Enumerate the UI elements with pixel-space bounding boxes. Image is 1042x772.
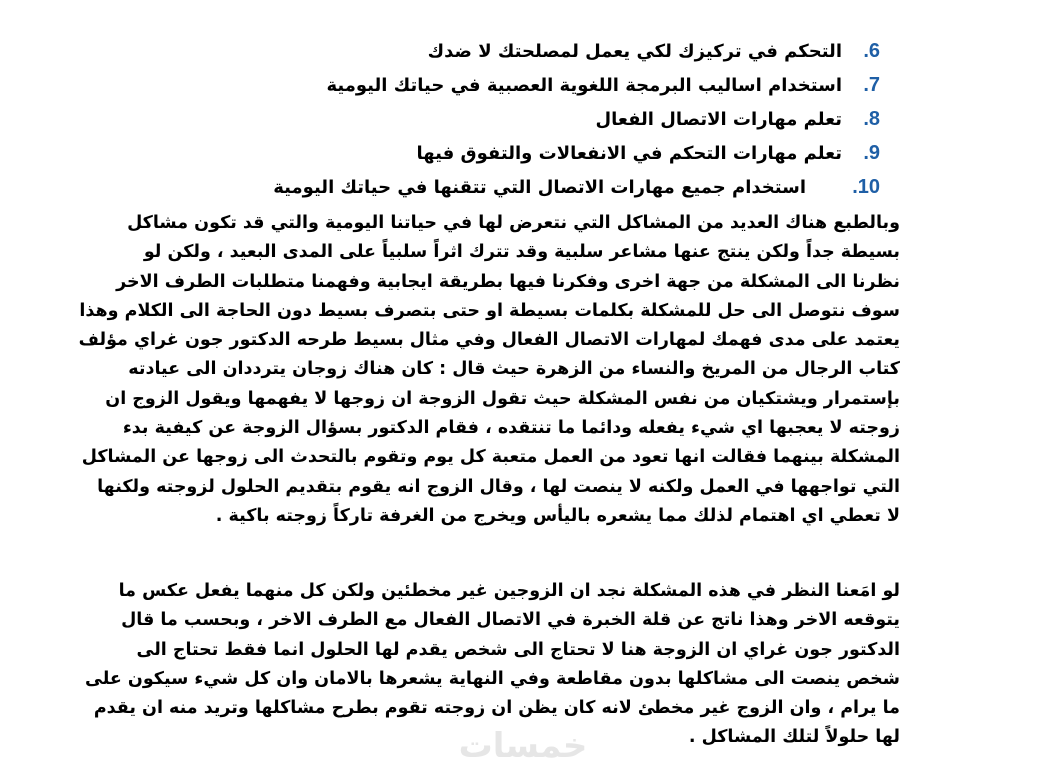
list-item [290, 68, 880, 102]
paragraph-line: المشكلة بينهما فقالت انها تعود من العمل متعبة كل يوم وتقوم بالتحدث الى زوجها عن المشاكل [81, 447, 900, 468]
list-number: .6 [863, 39, 880, 62]
list-text: تعلم مهارات الاتصال الفعال [595, 108, 842, 130]
paragraph-line: وبالطبع هناك العديد من المشاكل التي نتعرض لها في حياتنا اليومية والتي قد تكون مشاكل [127, 213, 900, 233]
list-text: استخدام اساليب البرمجة اللغوية العصبية في حياتك اليومية [326, 74, 842, 96]
paragraph-line: لها حلولاً لتلك المشاكل . [688, 727, 900, 748]
paragraph-1 [78, 209, 900, 531]
numbered-list [273, 34, 880, 204]
list-number: .7 [863, 73, 880, 96]
list-item [273, 170, 880, 204]
paragraph-line: يتوقعه الاخر وهذا ناتج عن قلة الخبرة في الاتصال الفعال مع الطرف الاخر ، وبحسب ما قال [121, 610, 900, 631]
paragraph-line: بسيطة جداً ولكن ينتج عنها مشاعر سلبية وقد تترك اثراً سلبياً على المدى البعيد ، ولكن لو [143, 242, 900, 263]
paragraph-line: بإستمرار ويشتكيان من نفس المشكلة حيث تقول الزوجة ان زوجها لا يفهمها ويقول الزوج ان [105, 388, 900, 409]
paragraph-line: لو امَعنا النظر في هذه المشكلة نجد ان الزوجين غير مخطئين ولكن كل منهما يفعل عكس ما [118, 581, 900, 601]
paragraph-line: كتاب الرجال من المريخ والنساء من الزهرة حيث قال : كان هناك زوجان يترددان الى عيادته [128, 359, 900, 380]
paragraph-line: زوجته لا يعجبها اي شيء يفعله ودائما ما تنتقده ، فقام الدكتور بسؤال الزوجة عن كيفية بدء [122, 418, 900, 439]
paragraph-line: شخص ينصت الى مشاكلها بدون مقاطعة وفي النهاية يشعرها بالامان وان كل شيء سيكون على [84, 668, 900, 689]
list-text: استخدام جميع مهارات الاتصال التي تتقنها في حياتك اليومية [273, 176, 806, 198]
paragraph-line: سوف نتوصل الى حل للمشكلة بكلمات بسيطة او حتى بتصرف بسيط دون الحاجة الى الكلام وهذا [79, 300, 900, 321]
list-item [290, 136, 880, 170]
paragraph-line: الدكتور جون غراي ان الزوجة هنا لا تحتاج الى شخص يقدم لها الحلول انما فقط تحتاج الى [136, 639, 900, 660]
list-number: .8 [863, 107, 880, 130]
list-item [290, 102, 880, 136]
paragraph-line: يعتمد على مدى فهمك لمهارات الاتصال الفعال وفي مثال بسيط طرحه الدكتور جون غراي مؤلف [78, 330, 900, 351]
list-text: تعلم مهارات التحكم في الانفعالات والتفوق فيها [416, 142, 842, 164]
list-number: .9 [863, 141, 880, 164]
watermark-logo: خمسات [458, 726, 588, 766]
list-number: .10 [852, 175, 880, 198]
paragraph-line: نظرنا الى المشكلة من جهة اخرى وفكرنا فيها بطريقة ايجابية وفهمنا متطلبات الطرف الاخر [116, 271, 900, 292]
list-item [290, 34, 880, 68]
list-text: التحكم في تركيزك لكي يعمل لمصلحتك لا ضدك [427, 40, 842, 62]
paragraph-line: لا تعطي اي اهتمام لذلك مما يشعره باليأس ويخرج من الغرفة تاركاً زوجته باكية . [215, 505, 900, 526]
paragraph-line: التي تواجهها في العمل ولكنه لا ينصت لها ، وقال الزوج انه يقوم بتقديم الحلول لزوجته ولكنها [97, 476, 900, 497]
paragraph-line: ما يرام ، وان الزوج غير مخطئ لانه كان يظن ان زوجته تقوم بطرح مشاكلها وتريد منه ان يقدم [93, 698, 900, 719]
